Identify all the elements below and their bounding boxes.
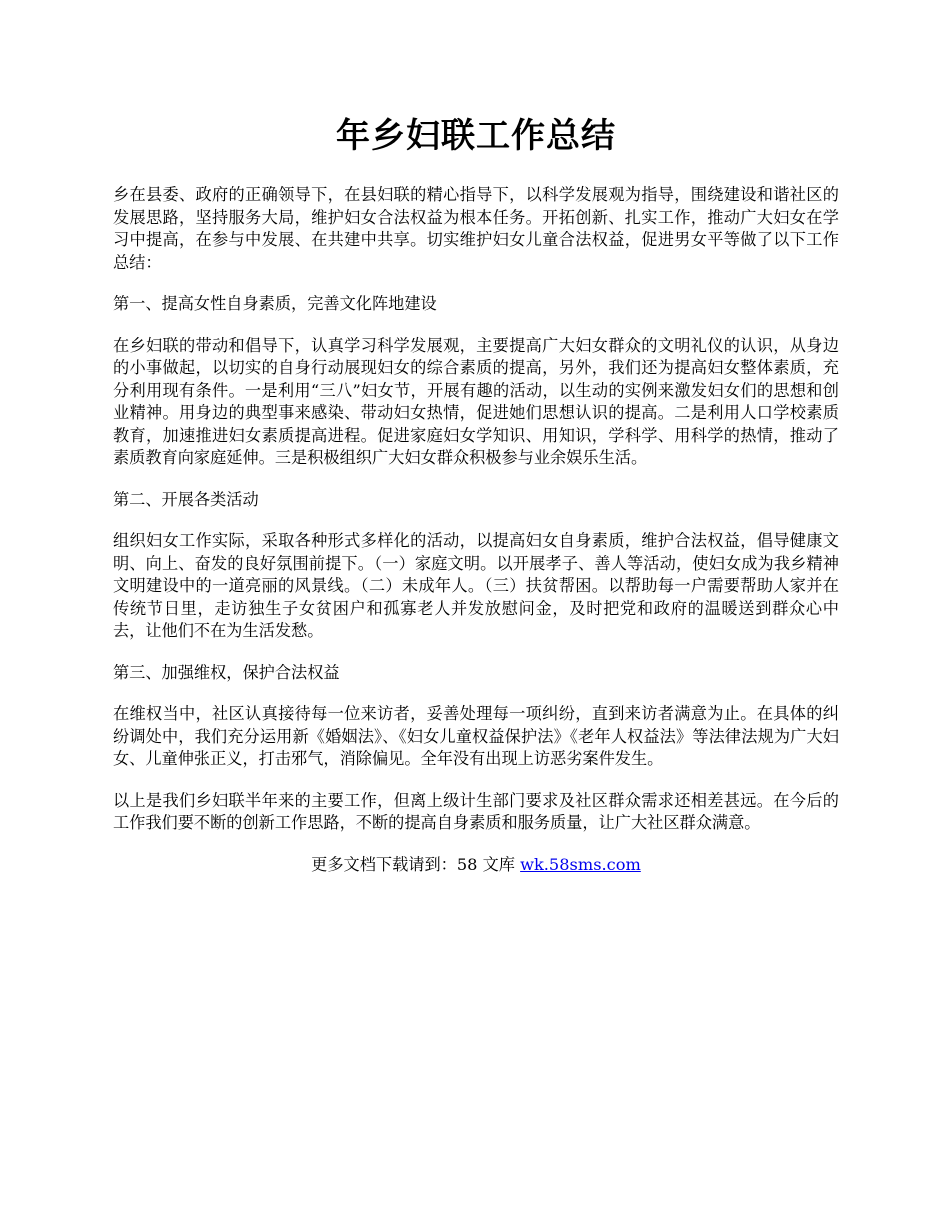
section-2-body: 组织妇女工作实际，采取各种形式多样化的活动，以提高妇女自身素质，维护合法权益，倡导健康文明、向上、奋发的良好氛围前提下。（一）家庭文明。以开展孝子、善人等活动，使妇女成为我乡精神文明建设中的一道亮丽的风景线。（二）未成年人。（三）扶贫帮困。以帮助每一户需要帮助人家并在传统节日里，走访独生子女贫困户和孤寡老人并发放慰问金，及时把党和政府的温暖送到群众心中去，让他们不在为生活发愁。 <box>113 531 839 640</box>
section-3-body: 在维权当中，社区认真接待每一位来访者，妥善处理每一项纠纷，直到来访者满意为止。在具体的纠纷调处中，我们充分运用新《婚姻法》、《妇女儿童权益保护法》《老年人权益法》等法律法规为广大妇女、儿童伸张正义，打击邪气，消除偏见。全年没有出现上访恶劣案件发生。 <box>113 704 839 768</box>
section-1-body: 在乡妇联的带动和倡导下，认真学习科学发展观，主要提高广大妇女群众的文明礼仪的认识，从身边的小事做起，以切实的自身行动展现妇女的综合素质的提高，另外，我们还为提高妇女整体素质，充分利用现有条件。一是利用“三八”妇女节，开展有趣的活动，以生动的实例来激发妇女们的思想和创业精神。用身边的典型事来感染、带动妇女热情，促进她们思想认识的提高。二是利用人口学校素质教育，加速推进妇女素质提高进程。促进家庭妇女学知识、用知识，学科学、用科学的热情，推动了素质教育向家庭延伸。三是积极组织广大妇女群众积极参与业余娱乐生活。 <box>113 335 839 467</box>
conclusion-paragraph: 以上是我们乡妇联半年来的主要工作，但离上级计生部门要求及社区群众需求还相差甚远。在今后的工作我们要不断的创新工作思路，不断的提高自身素质和服务质量，让广大社区群众满意。 <box>113 790 839 832</box>
document-title: 年乡妇联工作总结 <box>336 116 616 156</box>
document-page <box>113 110 839 876</box>
download-footer <box>113 854 839 877</box>
intro-paragraph: 乡在县委、政府的正确领导下，在县妇联的精心指导下，以科学发展观为指导，围绕建设和谐社区的发展思路，坚持服务大局，维护妇女合法权益为根本任务。开拓创新、扎实工作，推动广大妇女在学习中提高，在参与中发展、在共建中共享。切实维护妇女儿童合法权益，促进男女平等做了以下工作总结： <box>113 185 839 272</box>
section-1-heading: 第一、提高女性自身素质，完善文化阵地建设 <box>113 294 437 313</box>
section-3-heading: 第三、加强维权，保护合法权益 <box>113 662 340 682</box>
footer-prefix: 更多文档下载请到：58 文库 <box>311 854 521 874</box>
section-2-heading: 第二、开展各类活动 <box>113 489 259 509</box>
footer-link[interactable]: wk.58sms.com <box>520 854 641 874</box>
